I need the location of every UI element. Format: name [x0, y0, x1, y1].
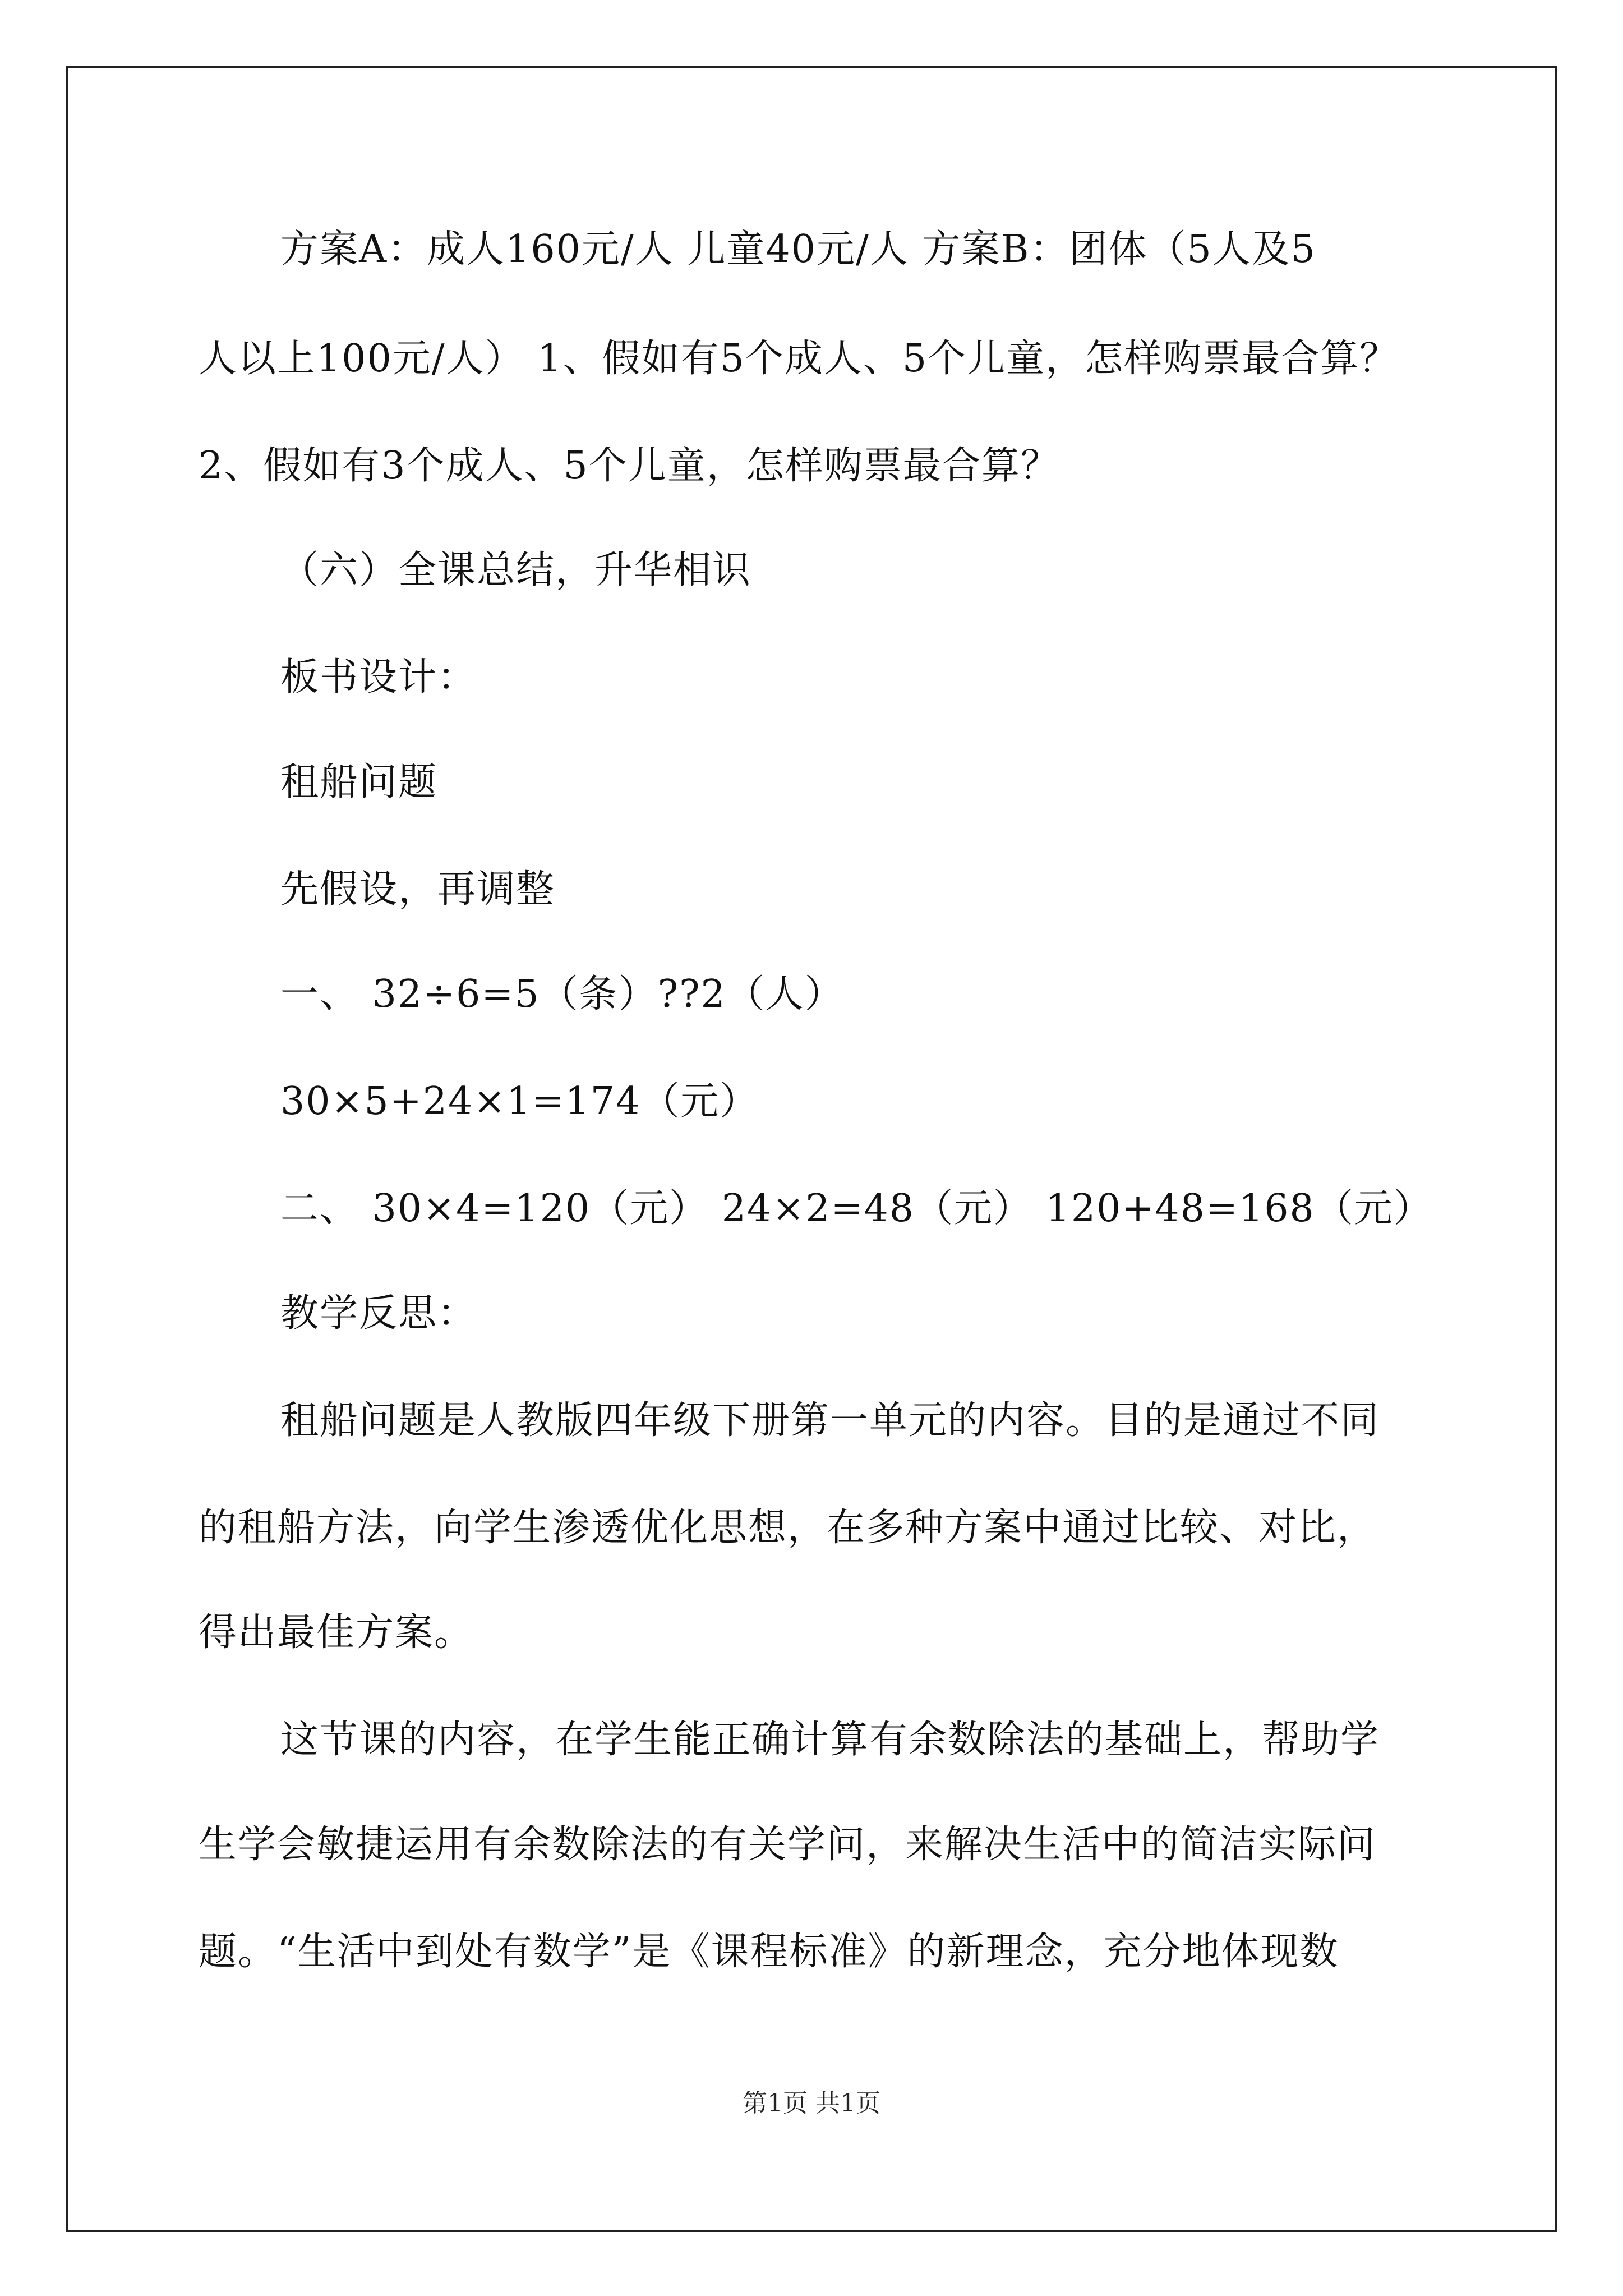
page-footer: 第1页 共1页	[743, 2089, 880, 2118]
section-heading: 教学反思：	[280, 1291, 477, 1336]
paragraph-line: 的租船方法，向学生渗透优化思想，在多种方案中通过比较、对比，	[199, 1506, 1377, 1550]
paragraph-line: 这节课的内容，在学生能正确计算有余数除法的基础上，帮助学	[280, 1718, 1380, 1762]
section-heading: 板书设计：	[280, 655, 477, 700]
section-heading: （六）全课总结，升华相识	[280, 548, 752, 592]
paragraph-line: 2、假如有3个成人、5个儿童，怎样购票最合算？	[199, 444, 1060, 488]
formula-line: 二、 30×4=120（元） 24×2=48（元） 120+48=168（元）	[280, 1186, 1433, 1231]
paragraph-line: 租船问题	[280, 760, 438, 804]
paragraph-line: 得出最佳方案。	[199, 1611, 474, 1655]
formula-line: 一、 32÷6=5（条）??2（人）	[280, 972, 844, 1016]
paragraph-line: 方案A：成人160元/人 儿童40元/人 方案B：团体（5人及5	[280, 227, 1316, 272]
paragraph-line: 租船问题是人教版四年级下册第一单元的内容。目的是通过不同	[280, 1398, 1380, 1443]
formula-line: 30×5+24×1=174（元）	[280, 1079, 759, 1124]
paragraph-line: 生学会敏捷运用有余数除法的有关学问，来解决生活中的简洁实际问	[199, 1823, 1377, 1867]
page-border	[66, 66, 1557, 2232]
paragraph-line: 先假设，再调整	[280, 867, 556, 912]
paragraph-line: 人以上100元/人） 1、假如有5个成人、5个儿童，怎样购票最合算？	[199, 337, 1399, 381]
paragraph-line: 题。“生活中到处有数学”是《课程标准》的新理念，充分地体现数	[199, 1930, 1339, 1974]
